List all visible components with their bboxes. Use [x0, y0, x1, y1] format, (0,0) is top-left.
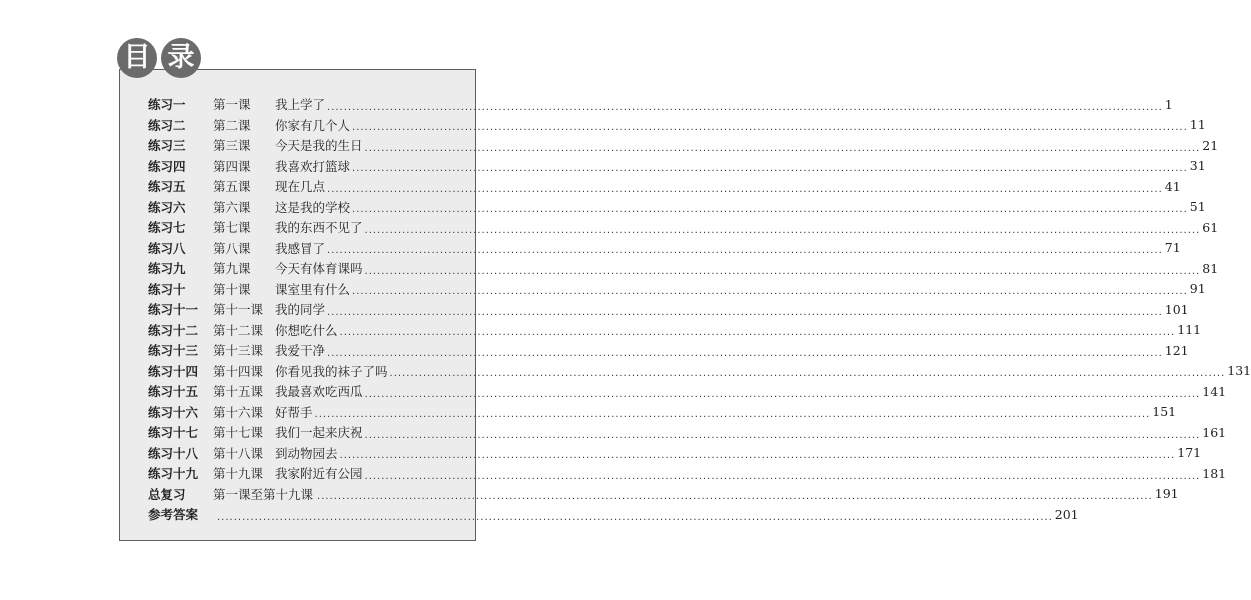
exercise-label: 总复习: [148, 486, 186, 502]
page-number: 181: [1202, 465, 1227, 481]
toc-entry[interactable]: [148, 258, 1219, 279]
lesson-label: 第五课: [213, 179, 251, 195]
page-number: 201: [1054, 506, 1079, 522]
dot-leader: ........................................................................................................................................................................................................: [339, 327, 1176, 339]
title-char-2: 录: [161, 38, 201, 78]
lesson-label: 第八课: [213, 240, 251, 256]
lesson-title: 我的东西不见了: [275, 220, 363, 236]
exercise-label: 练习十四: [148, 363, 199, 379]
dot-leader: ........................................................................................................................................................................................................: [364, 142, 1201, 154]
toc-entry[interactable]: [148, 135, 1219, 156]
dot-leader: ........................................................................................................................................................................................................: [327, 245, 1163, 257]
lesson-title: 这是我的学校: [275, 199, 351, 215]
lesson-label: 第十课: [213, 281, 251, 297]
exercise-label: 练习三: [148, 138, 186, 154]
dot-leader: ........................................................................................................................................................................................................: [327, 101, 1163, 113]
lesson-title: 你家有几个人: [275, 117, 351, 133]
exercise-label: 练习十: [148, 281, 186, 297]
dot-leader: ........................................................................................................................................................................................................: [327, 347, 1163, 359]
toc-entry[interactable]: [148, 381, 1227, 402]
page-number: 91: [1189, 281, 1206, 297]
toc-entry[interactable]: [148, 422, 1227, 443]
dot-leader: ........................................................................................................................................................................................................: [389, 368, 1226, 380]
dot-leader: ........................................................................................................................................................................................................: [364, 224, 1201, 236]
exercise-label: 练习九: [148, 261, 186, 277]
toc-entry[interactable]: [148, 197, 1206, 218]
page-title: [117, 38, 201, 78]
toc-entry[interactable]: [148, 279, 1206, 300]
toc-entry[interactable]: [148, 238, 1181, 259]
page-number: 101: [1164, 301, 1189, 317]
exercise-label: 练习四: [148, 158, 186, 174]
exercise-label: 练习十二: [148, 322, 199, 338]
page-number: 191: [1154, 486, 1179, 502]
dot-leader: ........................................................................................................................................................................................................: [352, 286, 1188, 298]
lesson-label: 第十八课: [213, 445, 264, 461]
toc-entry[interactable]: [148, 340, 1189, 361]
lesson-label: 第一课: [213, 97, 251, 113]
lesson-label: 第四课: [213, 158, 251, 174]
lesson-title: 我感冒了: [275, 240, 326, 256]
dot-leader: ........................................................................................................................................................................................................: [364, 429, 1201, 441]
page-number: 71: [1164, 240, 1181, 256]
toc-entry[interactable]: [148, 217, 1219, 238]
toc-list: [148, 94, 1251, 525]
exercise-label: 练习一: [148, 97, 186, 113]
lesson-label: 第七课: [213, 220, 251, 236]
lesson-label: 第十九课: [213, 466, 264, 482]
lesson-label: 第十五课: [213, 384, 264, 400]
lesson-title: 我最喜欢吃西瓜: [275, 384, 363, 400]
lesson-label: 第十一课: [213, 302, 264, 318]
toc-entry[interactable]: [148, 115, 1206, 136]
page-number: 131: [1227, 363, 1251, 379]
toc-entry[interactable]: [148, 320, 1202, 341]
toc-entry[interactable]: [148, 361, 1251, 382]
dot-leader: ........................................................................................................................................................................................................: [364, 388, 1201, 400]
toc-entry[interactable]: [148, 176, 1181, 197]
lesson-title: 课室里有什么: [275, 281, 351, 297]
page-number: 151: [1152, 404, 1177, 420]
dot-leader: ........................................................................................................................................................................................................: [317, 491, 1153, 503]
lesson-title: 现在几点: [275, 179, 326, 195]
page-number: 61: [1202, 219, 1219, 235]
page-number: 41: [1164, 178, 1181, 194]
dot-leader: ........................................................................................................................................................................................................: [352, 204, 1188, 216]
lesson-title: 好帮手: [275, 404, 313, 420]
exercise-label: 练习八: [148, 240, 186, 256]
dot-leader: ........................................................................................................................................................................................................: [217, 511, 1053, 523]
dot-leader: ........................................................................................................................................................................................................: [352, 163, 1188, 175]
lesson-label: 第一课至第十九课: [213, 486, 314, 502]
title-char-1: 目: [117, 38, 157, 78]
page-number: 51: [1189, 199, 1206, 215]
page-number: 21: [1202, 137, 1219, 153]
exercise-label: 练习十六: [148, 404, 199, 420]
toc-entry[interactable]: [148, 402, 1177, 423]
lesson-label: 第十二课: [213, 322, 264, 338]
page-number: 81: [1202, 260, 1219, 276]
lesson-label: 第二课: [213, 117, 251, 133]
exercise-label: 练习十九: [148, 466, 199, 482]
exercise-label: 练习六: [148, 199, 186, 215]
lesson-label: 第六课: [213, 199, 251, 215]
lesson-label: 第十六课: [213, 404, 264, 420]
lesson-title: 到动物园去: [275, 445, 338, 461]
exercise-label: 参考答案: [148, 507, 199, 523]
lesson-title: 我爱干净: [275, 343, 326, 359]
exercise-label: 练习十七: [148, 425, 199, 441]
lesson-title: 我的同学: [275, 302, 326, 318]
toc-entry[interactable]: [148, 94, 1173, 115]
lesson-title: 你看见我的袜子了吗: [275, 363, 388, 379]
lesson-label: 第十四课: [213, 363, 264, 379]
toc-entry[interactable]: [148, 156, 1206, 177]
page-number: 1: [1164, 96, 1173, 112]
page-number: 11: [1189, 117, 1206, 133]
exercise-label: 练习五: [148, 179, 186, 195]
page-number: 121: [1164, 342, 1189, 358]
exercise-label: 练习十三: [148, 343, 199, 359]
lesson-title: 我上学了: [275, 97, 326, 113]
page-number: 161: [1202, 424, 1227, 440]
dot-leader: ........................................................................................................................................................................................................: [327, 183, 1163, 195]
exercise-label: 练习七: [148, 220, 186, 236]
dot-leader: ........................................................................................................................................................................................................: [364, 470, 1201, 482]
toc-entry[interactable]: [148, 443, 1202, 464]
lesson-label: 第九课: [213, 261, 251, 277]
dot-leader: ........................................................................................................................................................................................................: [364, 265, 1201, 277]
exercise-label: 练习十一: [148, 302, 199, 318]
lesson-title: 今天是我的生日: [275, 138, 363, 154]
lesson-label: 第三课: [213, 138, 251, 154]
toc-entry[interactable]: [148, 504, 1079, 525]
lesson-label: 第十七课: [213, 425, 264, 441]
lesson-title: 你想吃什么: [275, 322, 338, 338]
exercise-label: 练习十八: [148, 445, 199, 461]
lesson-title: 我喜欢打篮球: [275, 158, 351, 174]
dot-leader: ........................................................................................................................................................................................................: [314, 409, 1151, 421]
toc-entry[interactable]: [148, 463, 1227, 484]
dot-leader: ........................................................................................................................................................................................................: [339, 450, 1176, 462]
page-number: 171: [1177, 445, 1202, 461]
page-number: 141: [1202, 383, 1227, 399]
page-number: 111: [1177, 322, 1202, 338]
dot-leader: ........................................................................................................................................................................................................: [327, 306, 1163, 318]
lesson-title: 我们一起来庆祝: [275, 425, 363, 441]
page-number: 31: [1189, 158, 1206, 174]
exercise-label: 练习二: [148, 117, 186, 133]
lesson-label: 第十三课: [213, 343, 264, 359]
toc-entry[interactable]: [148, 484, 1179, 505]
lesson-title: 今天有体育课吗: [275, 261, 363, 277]
lesson-title: 我家附近有公园: [275, 466, 363, 482]
exercise-label: 练习十五: [148, 384, 199, 400]
dot-leader: ........................................................................................................................................................................................................: [352, 122, 1188, 134]
toc-entry[interactable]: [148, 299, 1189, 320]
